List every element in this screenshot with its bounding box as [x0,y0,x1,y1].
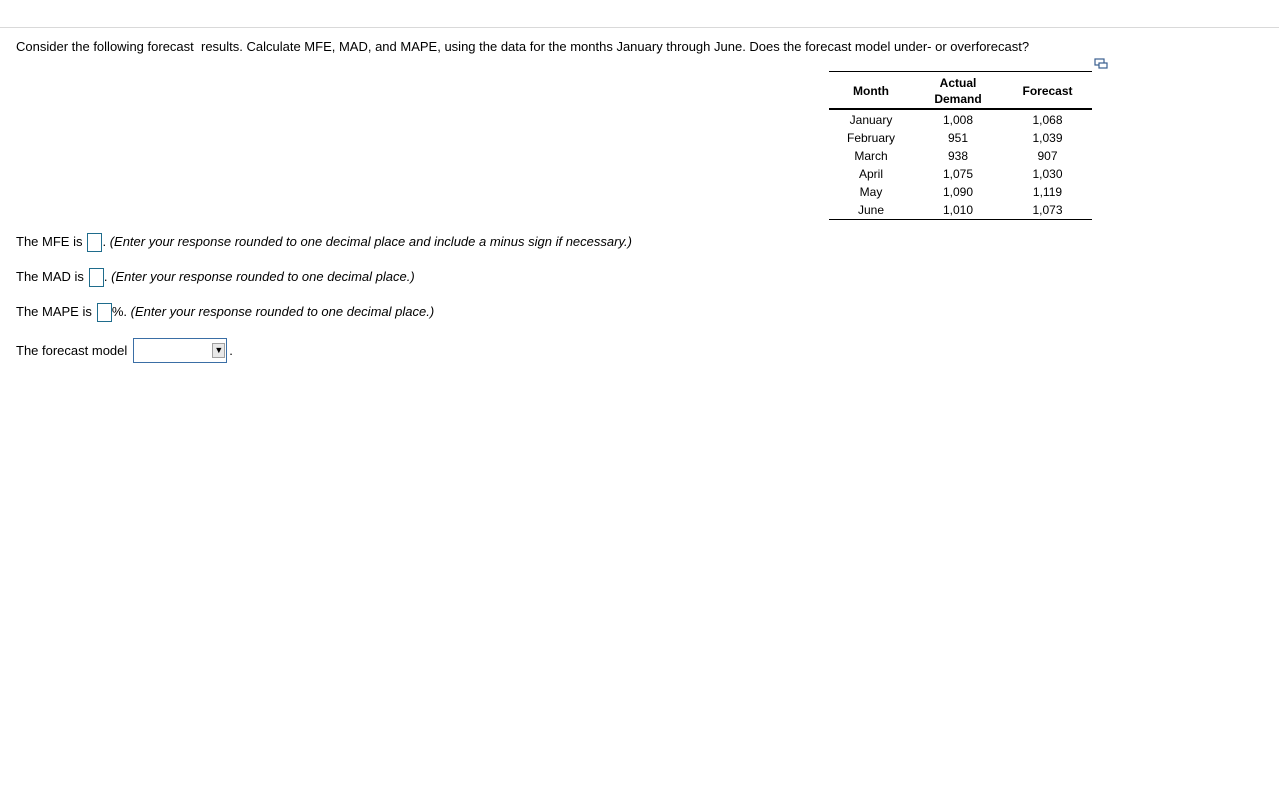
model-suffix: . [229,342,233,358]
mad-suffix: . [103,269,108,284]
mad-hint: (Enter your response rounded to one decimal place.) [107,269,415,284]
header-actual-line1: Actual [939,76,977,90]
cell-forecast: 1,039 [1032,131,1063,145]
table-row [829,201,1092,220]
cell-actual: 1,075 [942,167,974,181]
table-row [829,129,1092,147]
cell-forecast: 1,068 [1032,113,1063,127]
model-label: The forecast model [16,342,128,358]
cell-forecast: 1,030 [1032,167,1063,181]
mape-answer-line [16,302,434,322]
mad-answer-line [16,267,415,287]
cell-month: May [859,185,883,199]
table-row [829,183,1092,201]
cell-actual: 1,008 [942,113,974,127]
cell-forecast: 1,119 [1032,185,1063,199]
table-row [829,165,1092,183]
mfe-input[interactable] [87,233,102,252]
header-forecast: Forecast [1022,84,1073,98]
cell-month: February [846,131,896,145]
mape-label: The MAPE is [16,304,92,319]
dropdown-arrow-icon[interactable]: ▼ [212,343,225,358]
model-answer-line [16,338,233,363]
mfe-suffix: . [102,234,107,249]
copy-table-icon[interactable] [1094,58,1108,69]
cell-month: April [858,167,883,181]
table-row [829,147,1092,165]
forecast-data-table [829,71,1092,220]
cell-month: January [849,113,893,127]
mfe-hint: (Enter your response rounded to one decimal place and include a minus sign if necessary.) [106,234,632,249]
header-actual-demand [913,72,1003,110]
cell-actual: 1,010 [942,203,974,217]
table-header-row [829,72,1092,110]
cell-actual: 1,090 [942,185,974,199]
top-divider [0,27,1279,28]
forecast-model-select[interactable] [133,338,227,363]
mad-input[interactable] [89,268,104,287]
question-text: Consider the following forecast results. Calculate MFE, MAD, and MAPE, using the data for the months January through June. Does the forecast model under- or overforecast? [16,39,1030,54]
header-month: Month [853,84,889,98]
table-row [829,109,1092,129]
mape-suffix: %. [111,304,128,319]
mfe-answer-line [16,232,632,252]
cell-month: March [854,149,888,163]
cell-forecast: 1,073 [1032,203,1063,217]
mad-label: The MAD is [16,269,84,284]
cell-forecast: 907 [1037,149,1058,163]
mfe-label: The MFE is [16,234,83,249]
cell-actual: 951 [947,131,969,145]
header-actual-line2: Demand [934,92,982,106]
cell-actual: 938 [947,149,969,163]
cell-month: June [857,203,885,217]
mape-input[interactable] [97,303,112,322]
mape-hint: (Enter your response rounded to one decimal place.) [127,304,435,319]
